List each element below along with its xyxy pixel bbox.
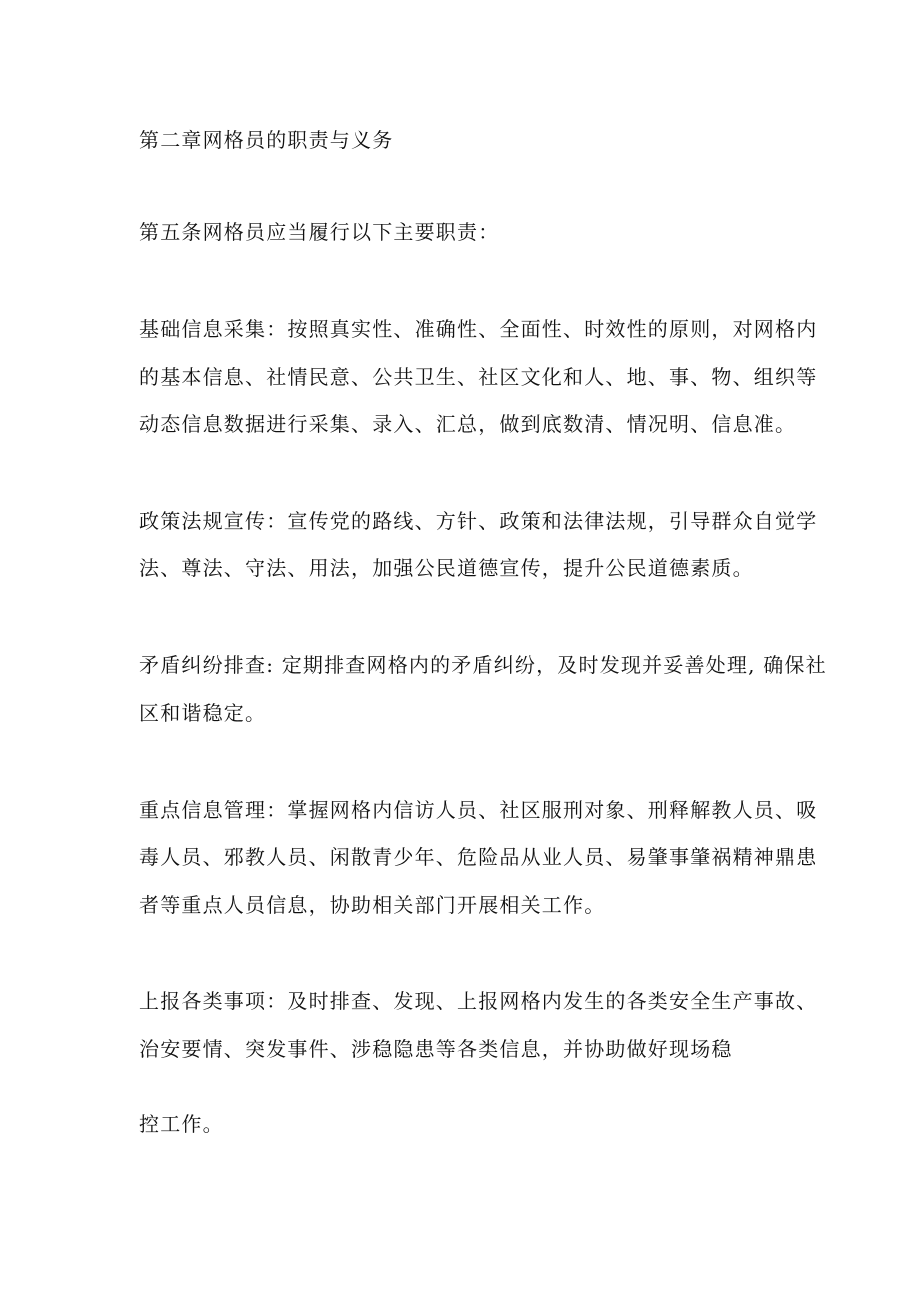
paragraph-line: 法、尊法、守法、用法，加强公民道德宣传，提升公民道德素质。 <box>139 556 754 580</box>
paragraph-line: 治安要情、突发事件、涉稳隐患等各类信息，并协助做好现场稳 <box>139 1037 733 1061</box>
paragraph-line: 矛盾纠纷排查: 定期排查网格内的矛盾纠纷，及时发现并妥善处理, 确保社 <box>139 653 827 677</box>
paragraph-line: 的基本信息、社情民意、公共卫生、社区文化和人、地、事、物、组织等 <box>139 365 818 389</box>
paragraph-line: 动态信息数据进行采集、录入、汇总，做到底数清、情况明、信息准。 <box>139 412 797 436</box>
paragraph-line: 者等重点人员信息，协助相关部门开展相关工作。 <box>139 893 606 917</box>
paragraph-line: 控工作。 <box>139 1112 224 1136</box>
chapter-title: 第二章网格员的职责与义务 <box>139 128 394 152</box>
paragraph-line: 上报各类事项：及时排查、发现、上报网格内发生的各类安全生产事故、 <box>139 989 818 1013</box>
paragraph-line: 政策法规宣传：宣传党的路线、方针、政策和法律法规，引导群众自觉学 <box>139 509 818 533</box>
article-heading: 第五条网格员应当履行以下主要职责： <box>139 220 500 244</box>
paragraph-line: 基础信息采集：按照真实性、准确性、全面性、时效性的原则，对网格内 <box>139 317 818 341</box>
paragraph-line: 重点信息管理：掌握网格内信访人员、社区服刑对象、刑释解教人员、吸 <box>139 798 818 822</box>
paragraph-line: 毒人员、邪教人员、闲散青少年、危险品从业人员、易肇事肇祸精神鼎患 <box>139 845 818 869</box>
paragraph-line: 区和谐稳定。 <box>139 701 267 725</box>
